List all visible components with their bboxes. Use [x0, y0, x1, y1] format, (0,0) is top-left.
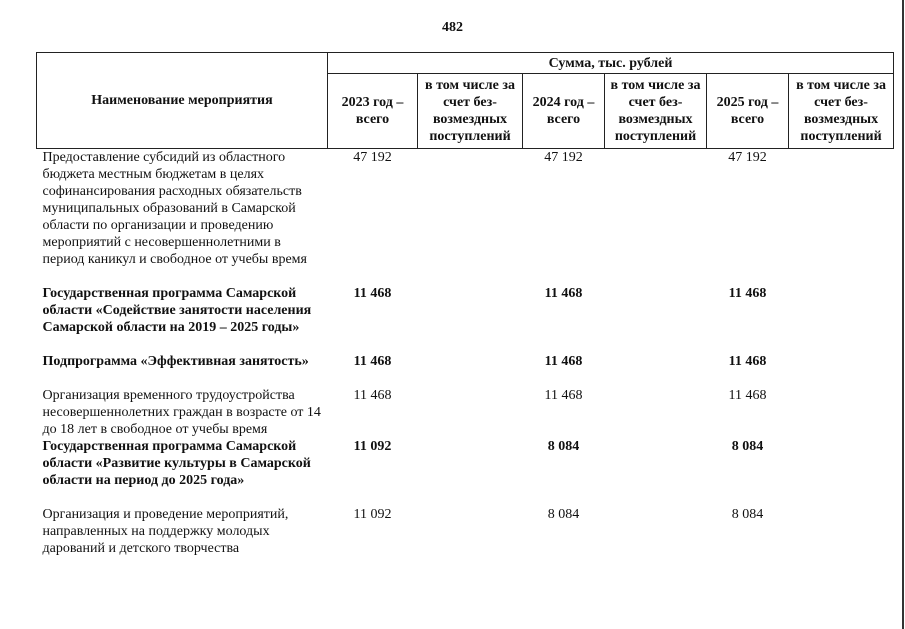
cell-2024-gratuitous [605, 353, 707, 387]
cell-2023-total: 11 092 [353, 506, 392, 522]
page-number: 482 [442, 20, 463, 35]
cell-2025-total: 47 192 [728, 150, 767, 165]
table-row [37, 387, 894, 438]
row-name: Подпрограмма «Эффективная занятость» [42, 353, 309, 369]
cell-2025-gratuitous [789, 149, 894, 285]
cell-2024-total: 47 192 [544, 150, 583, 165]
cell-2023-total: 11 468 [353, 285, 392, 301]
row-name: Организация и проведение мероприятий, направленных на поддержку молодых дарований и детского творчества [42, 506, 289, 556]
row-name: Государственная программа Самарской области «Развитие культуры в Самарской области на период до 2025 года» [42, 438, 311, 488]
cell-2023-total: 11 468 [353, 387, 392, 403]
scan-edge-line [902, 0, 904, 629]
cell-2025-total: 11 468 [728, 285, 767, 301]
cell-2023-gratuitous [418, 387, 523, 438]
cell-2024-total: 11 468 [544, 285, 583, 301]
cell-2023-gratuitous [418, 506, 523, 557]
row-name: Организация временного трудоустройства несовершеннолетних граждан в возрасте от 14 до 18 лет в свободное от учебы время [42, 387, 321, 437]
cell-2025-gratuitous [789, 387, 894, 438]
cell-2023-total: 11 468 [353, 353, 392, 369]
cell-2023-total: 47 192 [353, 150, 392, 165]
table-row [37, 353, 894, 387]
header-2025-gratuitous: в том числе за счет без-возмездных поступлений [789, 74, 894, 149]
header-2024-gratuitous: в том числе за счет без-возмездных поступлений [605, 74, 707, 149]
table-row [37, 285, 894, 353]
cell-2023-gratuitous [418, 353, 523, 387]
cell-2023-gratuitous [418, 285, 523, 353]
cell-2024-gratuitous [605, 149, 707, 285]
cell-2025-total: 11 468 [728, 353, 767, 369]
cell-2023-gratuitous [418, 149, 523, 285]
cell-2025-total: 8 084 [731, 438, 764, 454]
cell-2025-gratuitous [789, 353, 894, 387]
cell-2025-gratuitous [789, 285, 894, 353]
cell-2024-gratuitous [605, 506, 707, 557]
table-row [37, 506, 894, 557]
header-2025-total: 2025 год – всего [707, 74, 789, 149]
header-2024-total: 2024 год – всего [523, 74, 605, 149]
cell-2024-total: 8 084 [547, 506, 580, 522]
table-row [37, 438, 894, 506]
cell-2023-gratuitous [418, 438, 523, 506]
cell-2024-gratuitous [605, 438, 707, 506]
table-row [37, 149, 894, 285]
cell-2025-gratuitous [789, 438, 894, 506]
cell-2024-total: 8 084 [547, 438, 580, 454]
cell-2024-total: 11 468 [544, 353, 583, 369]
cell-2024-gratuitous [605, 285, 707, 353]
row-name: Предоставление субсидий из областного бюджета местным бюджетам в целях софинансирования расходных обязательств муниципальных образований в Самарской области по организации и проведению мероприятий с несовершеннолетними в период каникул и свободное от учебы время [42, 150, 307, 267]
cell-2024-total: 11 468 [544, 387, 583, 403]
header-2023-total: 2023 год – всего [328, 74, 418, 149]
row-name: Государственная программа Самарской области «Содействие занятости населения Самарской области на 2019 – 2025 годы» [42, 285, 312, 335]
cell-2025-gratuitous [789, 506, 894, 557]
header-2023-gratuitous: в том числе за счет без-возмездных поступлений [418, 74, 523, 149]
budget-table [36, 52, 894, 557]
header-name-column: Наименование мероприятия [37, 53, 328, 149]
header-sum-group: Сумма, тыс. рублей [328, 53, 894, 74]
cell-2024-gratuitous [605, 387, 707, 438]
cell-2025-total: 11 468 [728, 387, 767, 403]
cell-2025-total: 8 084 [731, 506, 764, 522]
cell-2023-total: 11 092 [353, 438, 392, 454]
